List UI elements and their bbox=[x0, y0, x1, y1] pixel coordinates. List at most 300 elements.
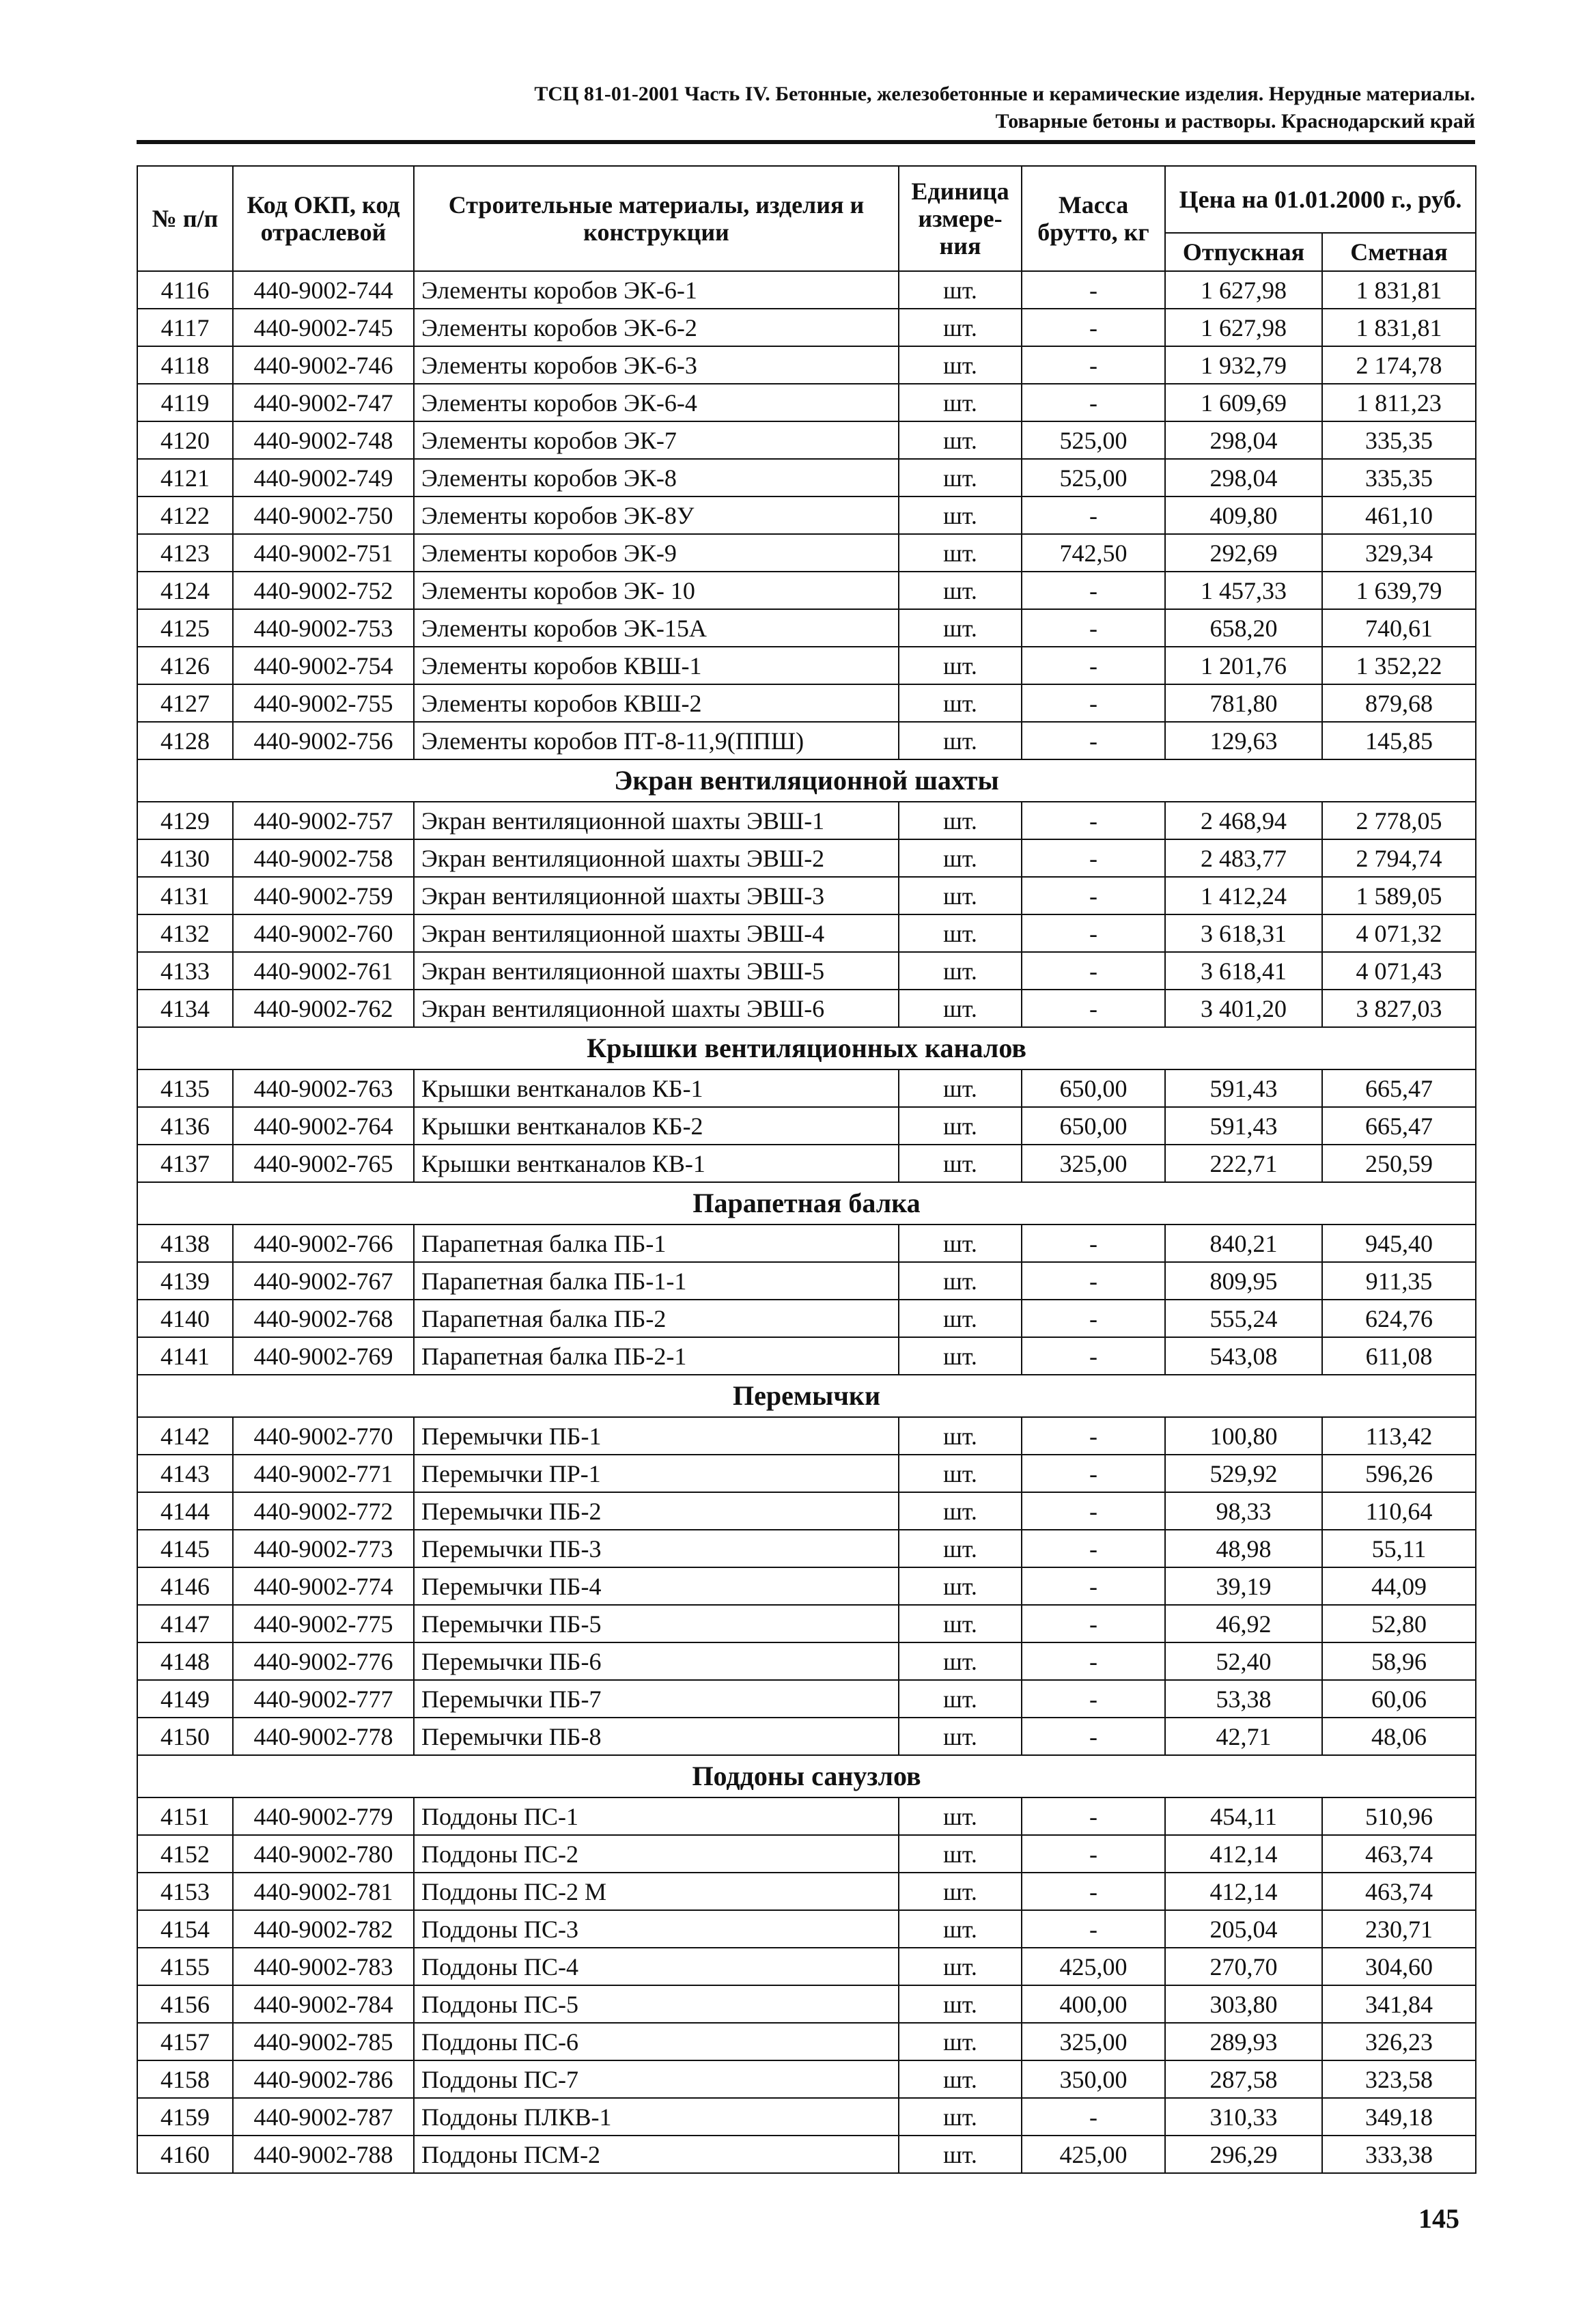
cell-name: Перемычки ПБ-7 bbox=[414, 1680, 899, 1718]
cell-unit: шт. bbox=[899, 2060, 1022, 2098]
cell-num: 4154 bbox=[137, 1910, 233, 1948]
cell-num: 4153 bbox=[137, 1873, 233, 1910]
table-row bbox=[137, 1718, 1476, 1755]
cell-code: 440-9002-754 bbox=[233, 647, 414, 684]
cell-num: 4147 bbox=[137, 1605, 233, 1642]
page-header bbox=[137, 81, 1475, 135]
cell-unit: шт. bbox=[899, 1225, 1022, 1262]
cell-price-estimate: 323,58 bbox=[1322, 2060, 1476, 2098]
cell-num: 4138 bbox=[137, 1225, 233, 1262]
cell-unit: шт. bbox=[899, 1455, 1022, 1492]
cell-name: Элементы коробов ЭК- 10 bbox=[414, 572, 899, 609]
cell-name: Элементы коробов ЭК-8 bbox=[414, 459, 899, 496]
cell-code: 440-9002-772 bbox=[233, 1492, 414, 1530]
cell-code: 440-9002-778 bbox=[233, 1718, 414, 1755]
cell-price-release: 298,04 bbox=[1165, 421, 1322, 459]
cell-price-release: 555,24 bbox=[1165, 1300, 1322, 1337]
cell-code: 440-9002-787 bbox=[233, 2098, 414, 2136]
cell-mass: - bbox=[1022, 1797, 1165, 1835]
cell-name: Элементы коробов ЭК-6-3 bbox=[414, 346, 899, 384]
cell-unit: шт. bbox=[899, 271, 1022, 309]
cell-name: Элементы коробов ПТ-8-11,9(ППШ) bbox=[414, 722, 899, 759]
cell-unit: шт. bbox=[899, 1300, 1022, 1337]
cell-price-release: 129,63 bbox=[1165, 722, 1322, 759]
table-row bbox=[137, 877, 1476, 914]
cell-mass: - bbox=[1022, 496, 1165, 534]
cell-price-release: 2 483,77 bbox=[1165, 839, 1322, 877]
cell-price-estimate: 58,96 bbox=[1322, 1642, 1476, 1680]
header-code: Код ОКП, код отраслевой bbox=[233, 166, 414, 271]
cell-unit: шт. bbox=[899, 914, 1022, 952]
table-body bbox=[137, 271, 1476, 2173]
cell-num: 4155 bbox=[137, 1948, 233, 1985]
cell-unit: шт. bbox=[899, 1985, 1022, 2023]
cell-unit: шт. bbox=[899, 1530, 1022, 1567]
cell-name: Крышки вентканалов КВ-1 bbox=[414, 1145, 899, 1182]
cell-code: 440-9002-776 bbox=[233, 1642, 414, 1680]
cell-price-estimate: 1 831,81 bbox=[1322, 271, 1476, 309]
cell-price-release: 46,92 bbox=[1165, 1605, 1322, 1642]
cell-code: 440-9002-788 bbox=[233, 2136, 414, 2173]
cell-mass: - bbox=[1022, 802, 1165, 839]
cell-num: 4139 bbox=[137, 1262, 233, 1300]
table-row bbox=[137, 1680, 1476, 1718]
cell-name: Перемычки ПБ-1 bbox=[414, 1417, 899, 1455]
cell-price-release: 296,29 bbox=[1165, 2136, 1322, 2173]
cell-num: 4130 bbox=[137, 839, 233, 877]
cell-mass: 350,00 bbox=[1022, 2060, 1165, 2098]
cell-mass: - bbox=[1022, 1835, 1165, 1873]
cell-price-estimate: 1 639,79 bbox=[1322, 572, 1476, 609]
cell-mass: 525,00 bbox=[1022, 421, 1165, 459]
cell-name: Экран вентиляционной шахты ЭВШ-6 bbox=[414, 990, 899, 1027]
table-row bbox=[137, 2060, 1476, 2098]
header-unit: Единица измере-ния bbox=[899, 166, 1022, 271]
cell-name: Перемычки ПБ-3 bbox=[414, 1530, 899, 1567]
cell-code: 440-9002-785 bbox=[233, 2023, 414, 2060]
table-row bbox=[137, 1567, 1476, 1605]
cell-num: 4132 bbox=[137, 914, 233, 952]
cell-unit: шт. bbox=[899, 839, 1022, 877]
cell-price-estimate: 4 071,32 bbox=[1322, 914, 1476, 952]
cell-price-estimate: 2 174,78 bbox=[1322, 346, 1476, 384]
cell-unit: шт. bbox=[899, 2136, 1022, 2173]
table-row bbox=[137, 421, 1476, 459]
cell-unit: шт. bbox=[899, 1417, 1022, 1455]
table-row bbox=[137, 990, 1476, 1027]
cell-price-estimate: 740,61 bbox=[1322, 609, 1476, 647]
cell-code: 440-9002-784 bbox=[233, 1985, 414, 2023]
cell-name: Парапетная балка ПБ-1 bbox=[414, 1225, 899, 1262]
cell-name: Поддоны ПС-5 bbox=[414, 1985, 899, 2023]
cell-name: Элементы коробов КВШ-2 bbox=[414, 684, 899, 722]
cell-price-estimate: 44,09 bbox=[1322, 1567, 1476, 1605]
cell-mass: - bbox=[1022, 384, 1165, 421]
cell-name: Элементы коробов КВШ-1 bbox=[414, 647, 899, 684]
cell-price-release: 270,70 bbox=[1165, 1948, 1322, 1985]
cell-num: 4126 bbox=[137, 647, 233, 684]
cell-price-release: 222,71 bbox=[1165, 1145, 1322, 1182]
cell-num: 4134 bbox=[137, 990, 233, 1027]
table-row bbox=[137, 1225, 1476, 1262]
cell-price-release: 100,80 bbox=[1165, 1417, 1322, 1455]
cell-num: 4149 bbox=[137, 1680, 233, 1718]
cell-mass: - bbox=[1022, 1530, 1165, 1567]
cell-price-release: 658,20 bbox=[1165, 609, 1322, 647]
table-row bbox=[137, 271, 1476, 309]
cell-name: Перемычки ПБ-8 bbox=[414, 1718, 899, 1755]
cell-num: 4116 bbox=[137, 271, 233, 309]
cell-mass: 742,50 bbox=[1022, 534, 1165, 572]
cell-num: 4146 bbox=[137, 1567, 233, 1605]
cell-price-release: 310,33 bbox=[1165, 2098, 1322, 2136]
section-title: Перемычки bbox=[137, 1375, 1476, 1417]
table-row bbox=[137, 346, 1476, 384]
cell-unit: шт. bbox=[899, 1835, 1022, 1873]
cell-mass: - bbox=[1022, 1910, 1165, 1948]
table-row bbox=[137, 1262, 1476, 1300]
cell-price-estimate: 335,35 bbox=[1322, 459, 1476, 496]
header-num: № п/п bbox=[137, 166, 233, 271]
cell-price-estimate: 665,47 bbox=[1322, 1069, 1476, 1107]
cell-num: 4144 bbox=[137, 1492, 233, 1530]
cell-price-release: 412,14 bbox=[1165, 1873, 1322, 1910]
cell-name: Экран вентиляционной шахты ЭВШ-3 bbox=[414, 877, 899, 914]
cell-price-release: 591,43 bbox=[1165, 1069, 1322, 1107]
cell-mass: - bbox=[1022, 722, 1165, 759]
header-price-release: Отпускная bbox=[1165, 233, 1322, 271]
cell-unit: шт. bbox=[899, 952, 1022, 990]
cell-unit: шт. bbox=[899, 534, 1022, 572]
cell-mass: - bbox=[1022, 1225, 1165, 1262]
cell-name: Поддоны ПС-2 bbox=[414, 1835, 899, 1873]
cell-mass: - bbox=[1022, 309, 1165, 346]
cell-price-release: 292,69 bbox=[1165, 534, 1322, 572]
cell-num: 4142 bbox=[137, 1417, 233, 1455]
table-row bbox=[137, 1605, 1476, 1642]
cell-code: 440-9002-755 bbox=[233, 684, 414, 722]
header-line-2: Товарные бетоны и растворы. Краснодарский край bbox=[995, 110, 1475, 132]
cell-price-release: 48,98 bbox=[1165, 1530, 1322, 1567]
table-row bbox=[137, 1948, 1476, 1985]
cell-name: Перемычки ПБ-4 bbox=[414, 1567, 899, 1605]
cell-price-release: 781,80 bbox=[1165, 684, 1322, 722]
cell-name: Поддоны ПС-4 bbox=[414, 1948, 899, 1985]
table-row bbox=[137, 496, 1476, 534]
cell-num: 4127 bbox=[137, 684, 233, 722]
cell-mass: - bbox=[1022, 684, 1165, 722]
cell-unit: шт. bbox=[899, 2098, 1022, 2136]
cell-price-estimate: 461,10 bbox=[1322, 496, 1476, 534]
cell-price-estimate: 1 831,81 bbox=[1322, 309, 1476, 346]
section-row bbox=[137, 1755, 1476, 1797]
cell-name: Экран вентиляционной шахты ЭВШ-4 bbox=[414, 914, 899, 952]
cell-price-release: 809,95 bbox=[1165, 1262, 1322, 1300]
cell-name: Поддоны ПЛКВ-1 bbox=[414, 2098, 899, 2136]
cell-name: Экран вентиляционной шахты ЭВШ-1 bbox=[414, 802, 899, 839]
cell-price-estimate: 879,68 bbox=[1322, 684, 1476, 722]
table-row bbox=[137, 1797, 1476, 1835]
cell-unit: шт. bbox=[899, 421, 1022, 459]
cell-name: Парапетная балка ПБ-2 bbox=[414, 1300, 899, 1337]
cell-price-estimate: 1 589,05 bbox=[1322, 877, 1476, 914]
cell-mass: - bbox=[1022, 1300, 1165, 1337]
cell-unit: шт. bbox=[899, 877, 1022, 914]
cell-unit: шт. bbox=[899, 1337, 1022, 1375]
cell-price-estimate: 304,60 bbox=[1322, 1948, 1476, 1985]
cell-unit: шт. bbox=[899, 722, 1022, 759]
header-mass: Масса брутто, кг bbox=[1022, 166, 1165, 271]
cell-unit: шт. bbox=[899, 459, 1022, 496]
cell-unit: шт. bbox=[899, 1797, 1022, 1835]
cell-code: 440-9002-761 bbox=[233, 952, 414, 990]
cell-mass: - bbox=[1022, 572, 1165, 609]
cell-code: 440-9002-752 bbox=[233, 572, 414, 609]
cell-price-estimate: 665,47 bbox=[1322, 1107, 1476, 1145]
table-row bbox=[137, 684, 1476, 722]
cell-mass: - bbox=[1022, 647, 1165, 684]
cell-price-estimate: 911,35 bbox=[1322, 1262, 1476, 1300]
cell-mass: - bbox=[1022, 1455, 1165, 1492]
cell-price-estimate: 113,42 bbox=[1322, 1417, 1476, 1455]
cell-mass: 325,00 bbox=[1022, 1145, 1165, 1182]
cell-price-release: 1 412,24 bbox=[1165, 877, 1322, 914]
cell-mass: - bbox=[1022, 1718, 1165, 1755]
cell-code: 440-9002-747 bbox=[233, 384, 414, 421]
cell-name: Перемычки ПР-1 bbox=[414, 1455, 899, 1492]
cell-unit: шт. bbox=[899, 1145, 1022, 1182]
cell-num: 4158 bbox=[137, 2060, 233, 2098]
section-row bbox=[137, 759, 1476, 802]
cell-code: 440-9002-767 bbox=[233, 1262, 414, 1300]
table-row bbox=[137, 1145, 1476, 1182]
cell-price-estimate: 145,85 bbox=[1322, 722, 1476, 759]
cell-num: 4160 bbox=[137, 2136, 233, 2173]
cell-name: Элементы коробов ЭК-6-1 bbox=[414, 271, 899, 309]
section-title: Поддоны санузлов bbox=[137, 1755, 1476, 1797]
cell-price-estimate: 945,40 bbox=[1322, 1225, 1476, 1262]
cell-price-estimate: 463,74 bbox=[1322, 1873, 1476, 1910]
cell-price-estimate: 4 071,43 bbox=[1322, 952, 1476, 990]
cell-code: 440-9002-751 bbox=[233, 534, 414, 572]
header-line-1: ТСЦ 81-01-2001 Часть IV. Бетонные, железобетонные и керамические изделия. Нерудные материалы. bbox=[534, 83, 1475, 105]
cell-price-release: 98,33 bbox=[1165, 1492, 1322, 1530]
cell-name: Элементы коробов ЭК-7 bbox=[414, 421, 899, 459]
cell-code: 440-9002-746 bbox=[233, 346, 414, 384]
cell-code: 440-9002-764 bbox=[233, 1107, 414, 1145]
table-row bbox=[137, 1455, 1476, 1492]
cell-code: 440-9002-762 bbox=[233, 990, 414, 1027]
cell-num: 4117 bbox=[137, 309, 233, 346]
cell-num: 4121 bbox=[137, 459, 233, 496]
cell-price-release: 303,80 bbox=[1165, 1985, 1322, 2023]
cell-price-release: 1 627,98 bbox=[1165, 309, 1322, 346]
cell-num: 4150 bbox=[137, 1718, 233, 1755]
cell-price-estimate: 624,76 bbox=[1322, 1300, 1476, 1337]
cell-code: 440-9002-756 bbox=[233, 722, 414, 759]
cell-name: Крышки вентканалов КБ-2 bbox=[414, 1107, 899, 1145]
cell-name: Перемычки ПБ-6 bbox=[414, 1642, 899, 1680]
table-header bbox=[137, 166, 1476, 271]
cell-price-release: 412,14 bbox=[1165, 1835, 1322, 1873]
cell-unit: шт. bbox=[899, 684, 1022, 722]
cell-num: 4136 bbox=[137, 1107, 233, 1145]
cell-num: 4151 bbox=[137, 1797, 233, 1835]
cell-mass: 325,00 bbox=[1022, 2023, 1165, 2060]
cell-price-estimate: 110,64 bbox=[1322, 1492, 1476, 1530]
cell-price-estimate: 1 811,23 bbox=[1322, 384, 1476, 421]
table-row bbox=[137, 647, 1476, 684]
cell-name: Поддоны ПС-6 bbox=[414, 2023, 899, 2060]
table-row bbox=[137, 1069, 1476, 1107]
cell-mass: - bbox=[1022, 346, 1165, 384]
cell-unit: шт. bbox=[899, 1605, 1022, 1642]
table-row bbox=[137, 802, 1476, 839]
cell-price-estimate: 329,34 bbox=[1322, 534, 1476, 572]
cell-mass: - bbox=[1022, 1605, 1165, 1642]
section-title: Парапетная балка bbox=[137, 1182, 1476, 1225]
cell-unit: шт. bbox=[899, 384, 1022, 421]
cell-num: 4140 bbox=[137, 1300, 233, 1337]
section-title: Крышки вентиляционных каналов bbox=[137, 1027, 1476, 1069]
cell-price-estimate: 55,11 bbox=[1322, 1530, 1476, 1567]
cell-num: 4122 bbox=[137, 496, 233, 534]
cell-name: Поддоны ПС-2 М bbox=[414, 1873, 899, 1910]
header-rule bbox=[137, 140, 1475, 144]
cell-num: 4119 bbox=[137, 384, 233, 421]
cell-mass: - bbox=[1022, 609, 1165, 647]
table-row bbox=[137, 1530, 1476, 1567]
cell-name: Перемычки ПБ-2 bbox=[414, 1492, 899, 1530]
cell-name: Элементы коробов ЭК-15А bbox=[414, 609, 899, 647]
cell-unit: шт. bbox=[899, 1910, 1022, 1948]
cell-unit: шт. bbox=[899, 496, 1022, 534]
section-row bbox=[137, 1375, 1476, 1417]
table-row bbox=[137, 609, 1476, 647]
cell-num: 4131 bbox=[137, 877, 233, 914]
section-row bbox=[137, 1182, 1476, 1225]
cell-price-release: 840,21 bbox=[1165, 1225, 1322, 1262]
cell-num: 4148 bbox=[137, 1642, 233, 1680]
cell-price-release: 39,19 bbox=[1165, 1567, 1322, 1605]
cell-price-release: 1 932,79 bbox=[1165, 346, 1322, 384]
cell-price-release: 1 457,33 bbox=[1165, 572, 1322, 609]
cell-name: Элементы коробов ЭК-6-4 bbox=[414, 384, 899, 421]
cell-code: 440-9002-770 bbox=[233, 1417, 414, 1455]
cell-unit: шт. bbox=[899, 572, 1022, 609]
cell-code: 440-9002-765 bbox=[233, 1145, 414, 1182]
cell-name: Элементы коробов ЭК-6-2 bbox=[414, 309, 899, 346]
cell-code: 440-9002-744 bbox=[233, 271, 414, 309]
cell-mass: - bbox=[1022, 1337, 1165, 1375]
cell-price-release: 454,11 bbox=[1165, 1797, 1322, 1835]
cell-mass: - bbox=[1022, 952, 1165, 990]
cell-num: 4123 bbox=[137, 534, 233, 572]
cell-code: 440-9002-750 bbox=[233, 496, 414, 534]
table-row bbox=[137, 914, 1476, 952]
cell-code: 440-9002-763 bbox=[233, 1069, 414, 1107]
price-table bbox=[137, 165, 1476, 2174]
cell-code: 440-9002-757 bbox=[233, 802, 414, 839]
cell-price-estimate: 52,80 bbox=[1322, 1605, 1476, 1642]
cell-num: 4159 bbox=[137, 2098, 233, 2136]
cell-mass: - bbox=[1022, 877, 1165, 914]
table-row bbox=[137, 1835, 1476, 1873]
cell-code: 440-9002-760 bbox=[233, 914, 414, 952]
cell-unit: шт. bbox=[899, 1492, 1022, 1530]
cell-name: Поддоны ПС-7 bbox=[414, 2060, 899, 2098]
cell-mass: 425,00 bbox=[1022, 2136, 1165, 2173]
cell-code: 440-9002-779 bbox=[233, 1797, 414, 1835]
cell-name: Парапетная балка ПБ-1-1 bbox=[414, 1262, 899, 1300]
cell-code: 440-9002-748 bbox=[233, 421, 414, 459]
cell-num: 4118 bbox=[137, 346, 233, 384]
cell-price-release: 205,04 bbox=[1165, 1910, 1322, 1948]
cell-unit: шт. bbox=[899, 1718, 1022, 1755]
cell-mass: - bbox=[1022, 1567, 1165, 1605]
cell-name: Поддоны ПС-3 bbox=[414, 1910, 899, 1948]
table-row bbox=[137, 572, 1476, 609]
cell-price-release: 2 468,94 bbox=[1165, 802, 1322, 839]
table-row bbox=[137, 384, 1476, 421]
cell-unit: шт. bbox=[899, 647, 1022, 684]
cell-unit: шт. bbox=[899, 346, 1022, 384]
cell-unit: шт. bbox=[899, 802, 1022, 839]
cell-num: 4129 bbox=[137, 802, 233, 839]
cell-code: 440-9002-773 bbox=[233, 1530, 414, 1567]
section-title: Экран вентиляционной шахты bbox=[137, 759, 1476, 802]
cell-mass: - bbox=[1022, 839, 1165, 877]
cell-unit: шт. bbox=[899, 1680, 1022, 1718]
cell-mass: - bbox=[1022, 1417, 1165, 1455]
cell-mass: - bbox=[1022, 1262, 1165, 1300]
cell-num: 4124 bbox=[137, 572, 233, 609]
cell-price-estimate: 48,06 bbox=[1322, 1718, 1476, 1755]
cell-mass: - bbox=[1022, 1680, 1165, 1718]
cell-price-release: 287,58 bbox=[1165, 2060, 1322, 2098]
cell-name: Перемычки ПБ-5 bbox=[414, 1605, 899, 1642]
table-row bbox=[137, 2136, 1476, 2173]
cell-num: 4157 bbox=[137, 2023, 233, 2060]
cell-price-release: 298,04 bbox=[1165, 459, 1322, 496]
cell-num: 4143 bbox=[137, 1455, 233, 1492]
cell-price-release: 591,43 bbox=[1165, 1107, 1322, 1145]
cell-mass: - bbox=[1022, 1492, 1165, 1530]
table-row bbox=[137, 2098, 1476, 2136]
cell-unit: шт. bbox=[899, 1567, 1022, 1605]
cell-unit: шт. bbox=[899, 1948, 1022, 1985]
cell-price-release: 1 609,69 bbox=[1165, 384, 1322, 421]
cell-num: 4135 bbox=[137, 1069, 233, 1107]
cell-price-estimate: 2 794,74 bbox=[1322, 839, 1476, 877]
table-row bbox=[137, 1985, 1476, 2023]
table-row bbox=[137, 1107, 1476, 1145]
table-row bbox=[137, 1910, 1476, 1948]
table-row bbox=[137, 839, 1476, 877]
cell-unit: шт. bbox=[899, 1262, 1022, 1300]
cell-price-estimate: 333,38 bbox=[1322, 2136, 1476, 2173]
cell-name: Поддоны ПС-1 bbox=[414, 1797, 899, 1835]
cell-name: Элементы коробов ЭК-9 bbox=[414, 534, 899, 572]
cell-price-estimate: 611,08 bbox=[1322, 1337, 1476, 1375]
table-row bbox=[137, 534, 1476, 572]
cell-price-release: 3 618,31 bbox=[1165, 914, 1322, 952]
cell-mass: 425,00 bbox=[1022, 1948, 1165, 1985]
cell-price-estimate: 230,71 bbox=[1322, 1910, 1476, 1948]
cell-price-estimate: 326,23 bbox=[1322, 2023, 1476, 2060]
cell-price-release: 1 201,76 bbox=[1165, 647, 1322, 684]
cell-mass: - bbox=[1022, 914, 1165, 952]
